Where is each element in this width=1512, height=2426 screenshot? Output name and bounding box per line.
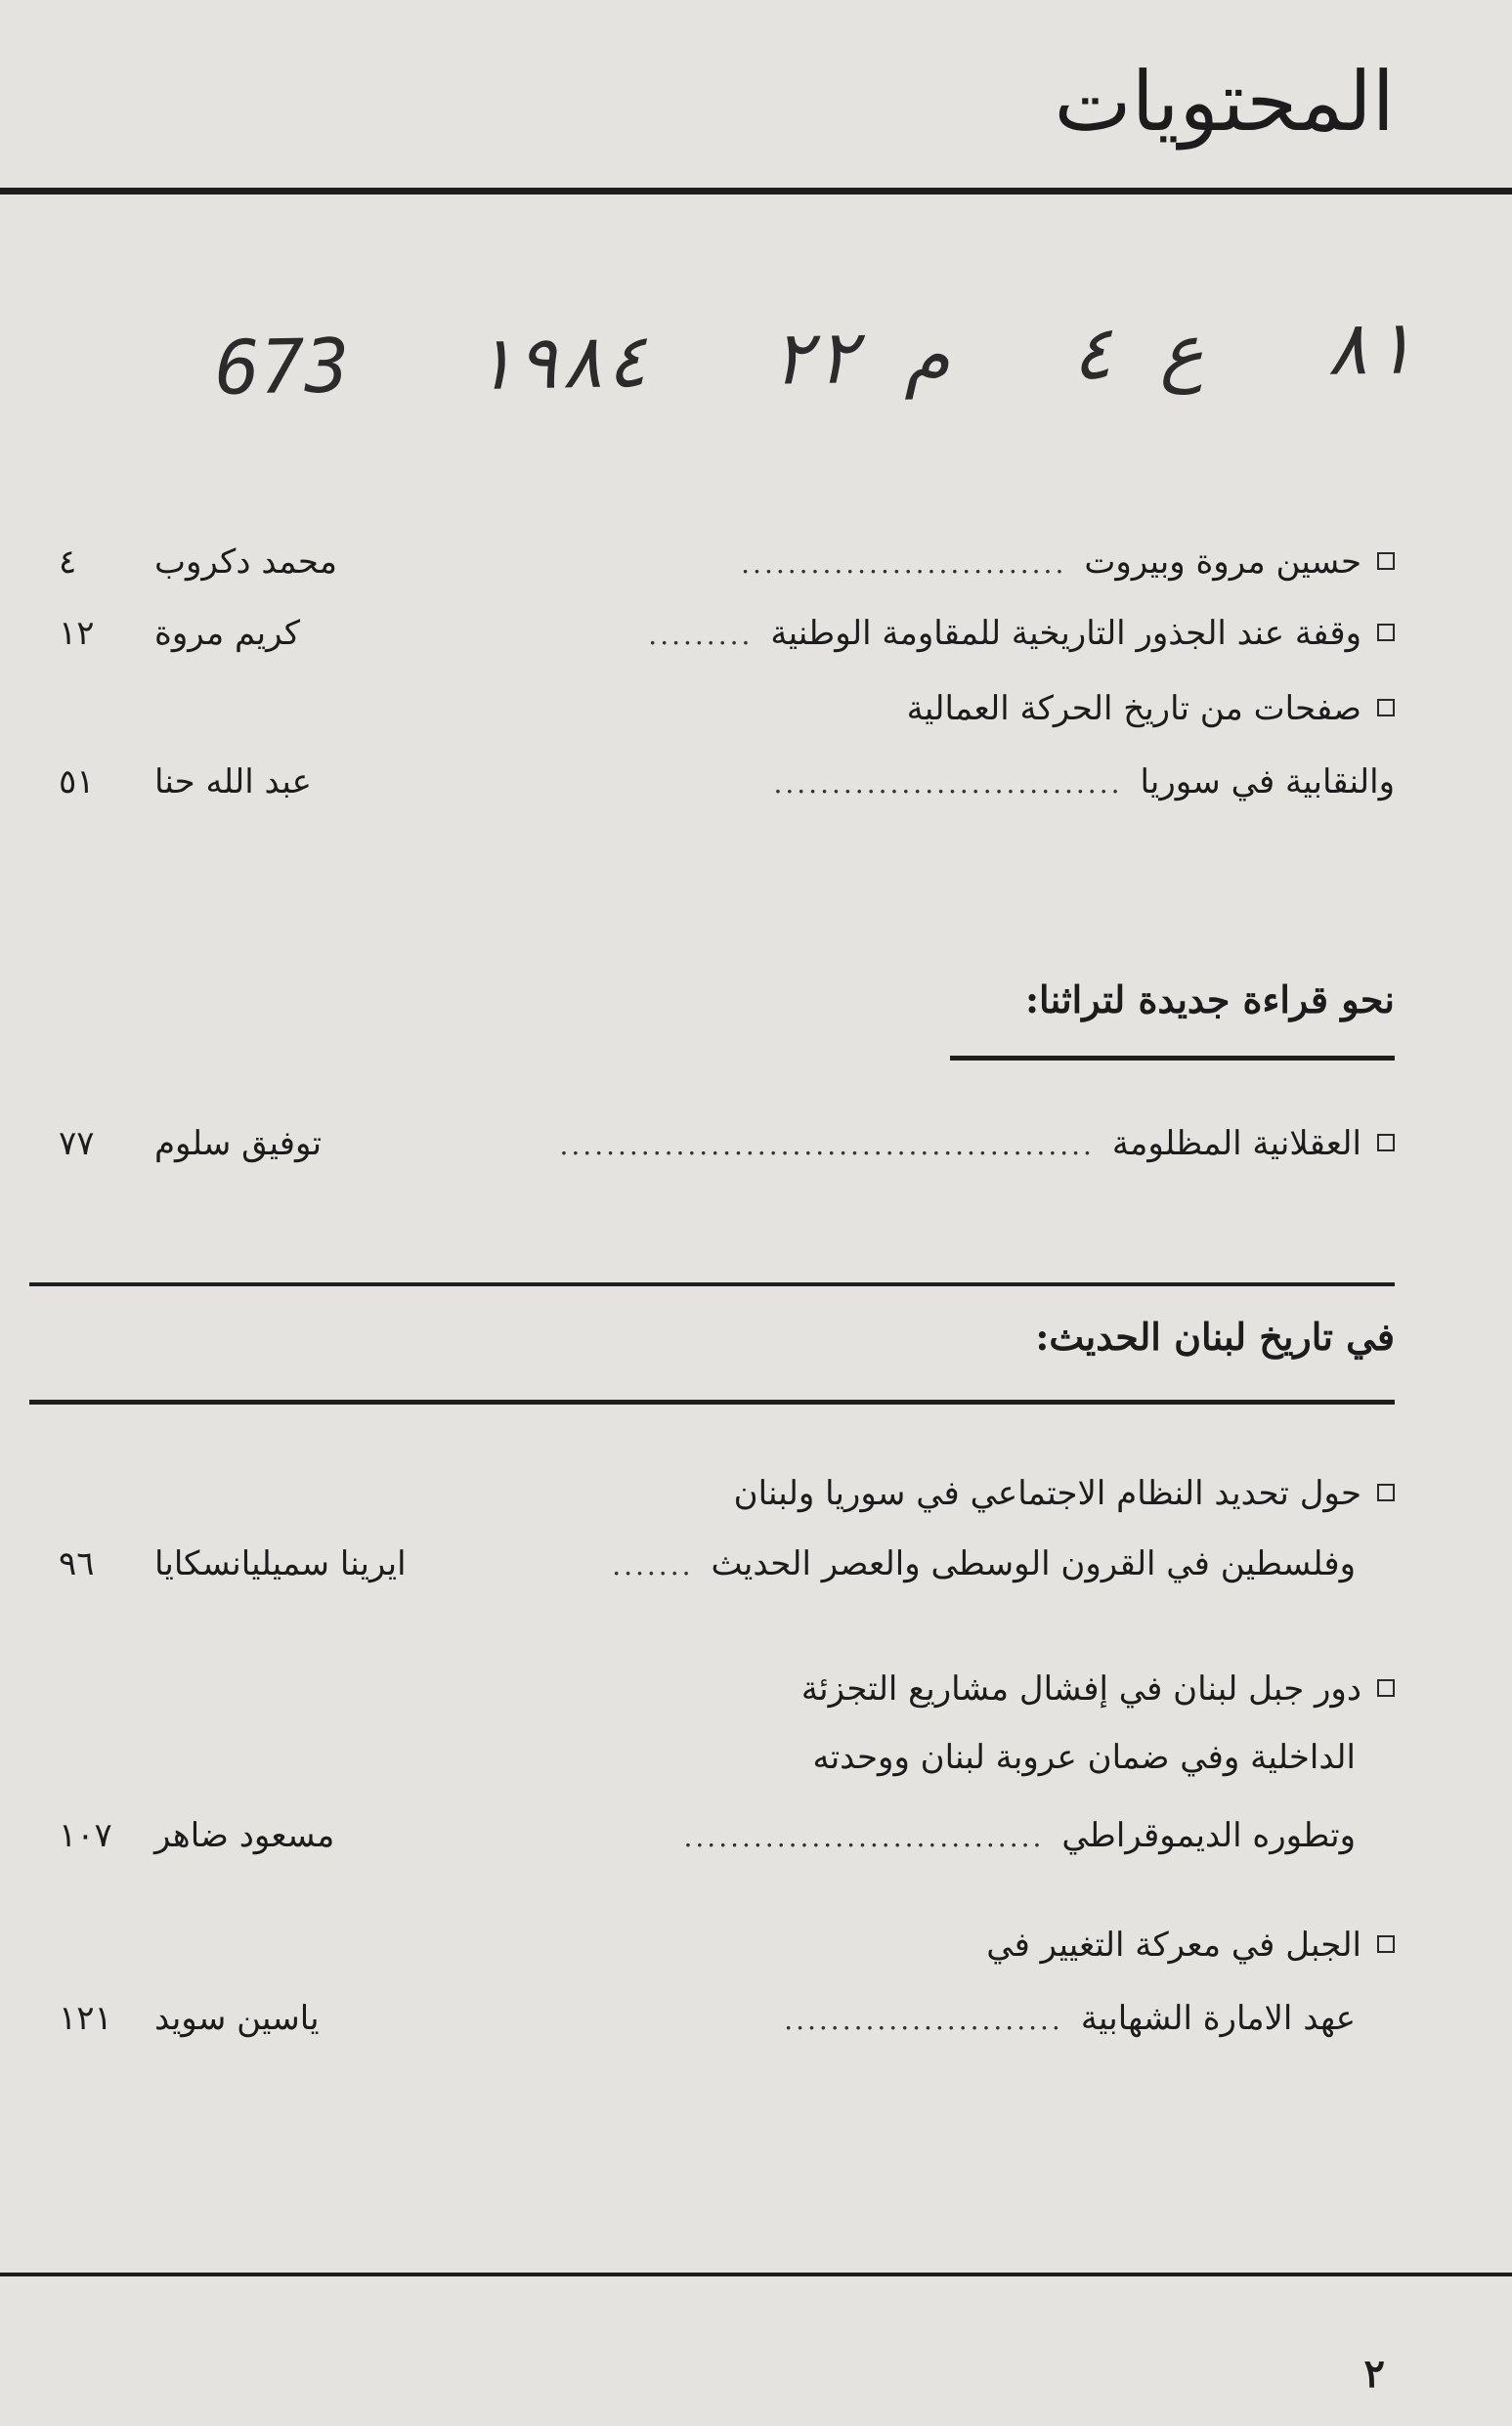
entry-title-continued: عهد الامارة الشهابية — [1080, 1999, 1356, 2038]
handwritten-item: ١٩٨٤ — [469, 316, 650, 407]
entry-page: ٥١ — [59, 762, 95, 801]
section-underline — [950, 1056, 1395, 1061]
toc-entry — [59, 1999, 1356, 2039]
toc-entry-line — [59, 1926, 1395, 1966]
page-number: ٢ — [1363, 2351, 1385, 2397]
bullet-box-icon — [1377, 1134, 1395, 1151]
bullet-box-icon — [1377, 624, 1395, 641]
entry-title-continued: وفلسطين في القرون الوسطى والعصر الحديث — [711, 1544, 1356, 1583]
entry-title-continued: والنقابية في سوريا — [1140, 762, 1395, 801]
entry-author: كريم مروة — [154, 614, 301, 653]
section-heading: في تاريخ لبنان الحديث: — [1035, 1315, 1395, 1359]
leader-dots: .............................. — [773, 767, 1123, 800]
entry-title: حسين مروة وبيروت — [1084, 542, 1361, 582]
footer-rule — [0, 2273, 1512, 2276]
entry-author: ايرينا سميليانسكايا — [154, 1544, 407, 1583]
entry-title: دور جبل لبنان في إفشال مشاريع التجزئة — [800, 1669, 1361, 1709]
toc-entry-line — [59, 1738, 1356, 1778]
leader-dots: ....... — [612, 1549, 694, 1581]
toc-entry — [59, 1124, 1395, 1164]
handwritten-item: 673 — [214, 321, 351, 412]
section-heading: نحو قراءة جديدة لتراثنا: — [1025, 977, 1395, 1021]
entry-title: حول تحديد النظام الاجتماعي في سوريا ولبنان — [733, 1474, 1361, 1513]
toc-entry — [59, 1816, 1356, 1856]
entry-page: ١٢١ — [59, 1999, 112, 2038]
leader-dots: ......... — [648, 619, 754, 651]
entry-page: ٩٦ — [59, 1544, 95, 1583]
entry-author: عبد الله حنا — [154, 762, 312, 801]
toc-entry — [59, 1544, 1356, 1584]
entry-title-continued: وتطوره الديموقراطي — [1061, 1816, 1356, 1855]
handwritten-item: ع ٤ — [1068, 306, 1205, 396]
handwritten-item: ٨١ — [1323, 302, 1415, 392]
entry-title: وقفة عند الجذور التاريخية للمقاومة الوطنية — [770, 614, 1361, 653]
leader-dots: ............................ — [741, 547, 1067, 580]
toc-entry — [59, 542, 1395, 583]
entry-author: توفيق سلوم — [154, 1124, 323, 1163]
toc-entry — [59, 614, 1395, 654]
handwritten-item: م ٢٢ — [768, 311, 950, 402]
entry-author: ياسين سويد — [154, 1999, 320, 2038]
entry-title: صفحات من تاريخ الحركة العمالية — [906, 689, 1361, 728]
entry-author: مسعود ضاهر — [154, 1816, 335, 1855]
bullet-box-icon — [1377, 699, 1395, 716]
entry-page: ٧٧ — [59, 1124, 95, 1163]
section-underline — [29, 1400, 1395, 1405]
page-title: المحتويات — [1054, 54, 1395, 150]
entry-page: ٤ — [59, 542, 77, 582]
entry-page: ١٠٧ — [59, 1816, 112, 1855]
bullet-box-icon — [1377, 1484, 1395, 1501]
toc-entry — [59, 762, 1395, 802]
entry-title-continued: الداخلية وفي ضمان عروبة لبنان ووحدته — [812, 1738, 1356, 1777]
bullet-box-icon — [1377, 1679, 1395, 1697]
section-divider — [29, 1282, 1395, 1286]
leader-dots: ........................ — [784, 2004, 1063, 2036]
entry-title: العقلانية المظلومة — [1111, 1124, 1361, 1163]
toc-entry-line — [59, 1669, 1395, 1710]
bullet-box-icon — [1377, 552, 1395, 570]
handwritten-annotation — [214, 292, 1415, 420]
title-rule — [0, 188, 1512, 195]
bullet-box-icon — [1377, 1935, 1395, 1953]
toc-entry-line — [59, 689, 1395, 729]
leader-dots: ............................... — [683, 1821, 1045, 1853]
entry-page: ١٢ — [59, 614, 95, 653]
leader-dots: .............................................. — [559, 1129, 1095, 1161]
entry-title: الجبل في معركة التغيير في — [986, 1926, 1361, 1965]
entry-author: محمد دكروب — [154, 542, 337, 582]
toc-entry-line — [59, 1474, 1395, 1514]
